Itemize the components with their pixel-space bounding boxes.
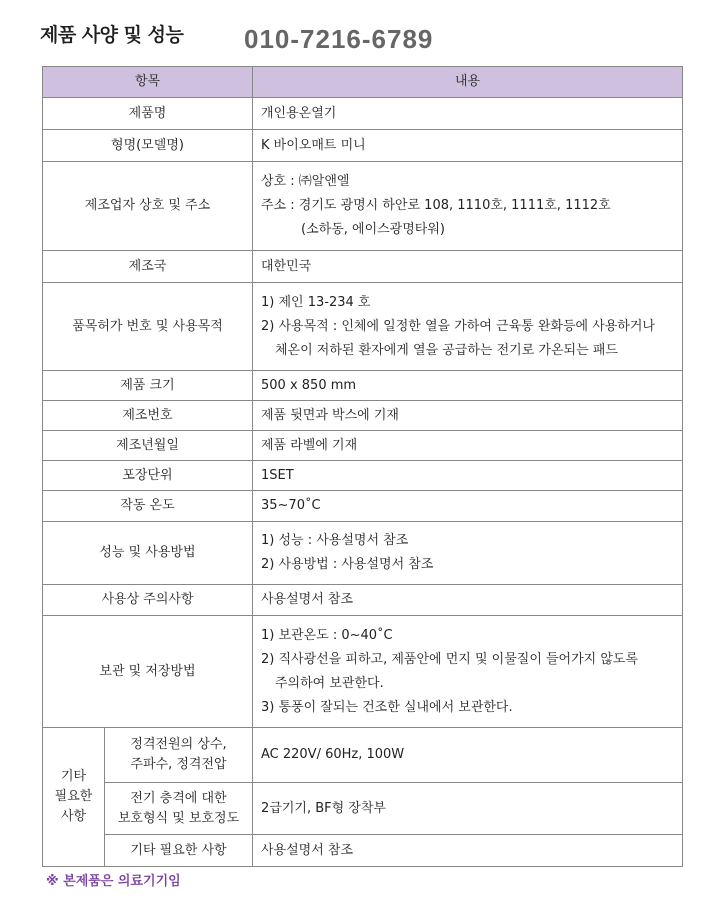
table-row <box>43 130 683 162</box>
table-row <box>43 461 683 491</box>
row-label <box>105 728 253 783</box>
table-row <box>43 616 683 728</box>
row-label: 제조번호 <box>43 401 253 431</box>
row-label: 품목허가 번호 및 사용목적 <box>43 283 253 371</box>
table-row <box>43 783 683 835</box>
row-value: 제품 뒷면과 박스에 기재 <box>253 401 683 431</box>
label-line: 정격전원의 상수, <box>130 737 227 752</box>
row-label: 제조업자 상호 및 주소 <box>43 162 253 251</box>
row-label: 포장단위 <box>43 461 253 491</box>
table-row <box>43 371 683 401</box>
label-line: 주파수, 정격전압 <box>130 757 227 772</box>
row-value <box>253 283 683 371</box>
label-line: 전기 충격에 대한 <box>130 790 227 806</box>
value-line: 체온이 저하된 환자에게 열을 공급하는 전기로 가온되는 패드 <box>275 342 618 358</box>
value-line: 2) 직사광선을 피하고, 제품안에 먼지 및 이물질이 들어가지 않도록 <box>261 651 639 667</box>
row-label: 제품 크기 <box>43 371 253 401</box>
value-line: 상호 : ㈜알앤엘 <box>261 174 350 189</box>
value-line: 2) 사용방법 : 사용설명서 참조 <box>261 557 434 572</box>
value-line: 1) 보관온도 : 0~40˚C <box>261 627 393 643</box>
row-value: AC 220V/ 60Hz, 100W <box>253 728 683 783</box>
group-line: 필요한 <box>54 789 93 804</box>
row-value: 대한민국 <box>253 251 683 283</box>
row-label: 기타 필요한 사항 <box>105 835 253 867</box>
group-line: 사항 <box>60 809 87 824</box>
header-item: 항목 <box>43 67 253 98</box>
value-line: 2) 사용목적 : 인체에 일정한 열을 가하여 근육통 완화등에 사용하거나 <box>261 318 655 334</box>
value-line: 3) 통풍이 잘되는 건조한 실내에서 보관한다. <box>261 699 513 715</box>
other-group-label <box>43 728 105 867</box>
table-row <box>43 401 683 431</box>
table-row <box>43 283 683 371</box>
phone-number: 010-7216-6789 <box>244 24 434 54</box>
row-value <box>253 522 683 585</box>
row-value <box>253 162 683 251</box>
value-line: 주의하여 보관한다. <box>275 675 384 691</box>
value-line: 1) 제인 13-234 호 <box>261 294 371 310</box>
label-line: 보호형식 및 보호정도 <box>117 810 240 826</box>
value-line: (소하동, 에이스광명타워) <box>301 222 445 237</box>
row-value: 사용설명서 참조 <box>253 585 683 616</box>
table-row <box>43 728 683 783</box>
row-label: 보관 및 저장방법 <box>43 616 253 728</box>
row-value <box>253 616 683 728</box>
table-row <box>43 835 683 867</box>
row-label: 제품명 <box>43 98 253 130</box>
row-label: 형명(모델명) <box>43 130 253 162</box>
row-value: 500 x 850 mm <box>253 371 683 401</box>
table-row <box>43 98 683 130</box>
row-value: 개인용온열기 <box>253 98 683 130</box>
row-label <box>105 783 253 835</box>
table-row <box>43 585 683 616</box>
row-value: 1SET <box>253 461 683 491</box>
table-row <box>43 162 683 251</box>
row-label: 작동 온도 <box>43 491 253 522</box>
row-value: 사용설명서 참조 <box>253 835 683 867</box>
row-label: 성능 및 사용방법 <box>43 522 253 585</box>
value-line: 1) 성능 : 사용설명서 참조 <box>261 533 409 548</box>
row-label: 제조국 <box>43 251 253 283</box>
row-value: K 바이오매트 미니 <box>253 130 683 162</box>
table-row <box>43 522 683 585</box>
header-content: 내용 <box>253 67 683 98</box>
value-line: 주소 : 경기도 광명시 하안로 108, 1110호, 1111호, 1112호 <box>261 198 611 213</box>
medical-device-note: ※ 본제품은 의료기기임 <box>46 874 181 889</box>
row-label: 제조년월일 <box>43 431 253 461</box>
group-line: 기타 <box>60 769 87 784</box>
spec-table <box>42 66 683 867</box>
row-label: 사용상 주의사항 <box>43 585 253 616</box>
table-row <box>43 251 683 283</box>
table-header-row <box>43 67 683 98</box>
table-row <box>43 491 683 522</box>
row-value: 제품 라벨에 기재 <box>253 431 683 461</box>
table-row <box>43 431 683 461</box>
page-title: 제품 사양 및 성능 <box>40 24 184 46</box>
row-value: 2급기기, BF형 장착부 <box>253 783 683 835</box>
row-value: 35~70˚C <box>253 491 683 522</box>
